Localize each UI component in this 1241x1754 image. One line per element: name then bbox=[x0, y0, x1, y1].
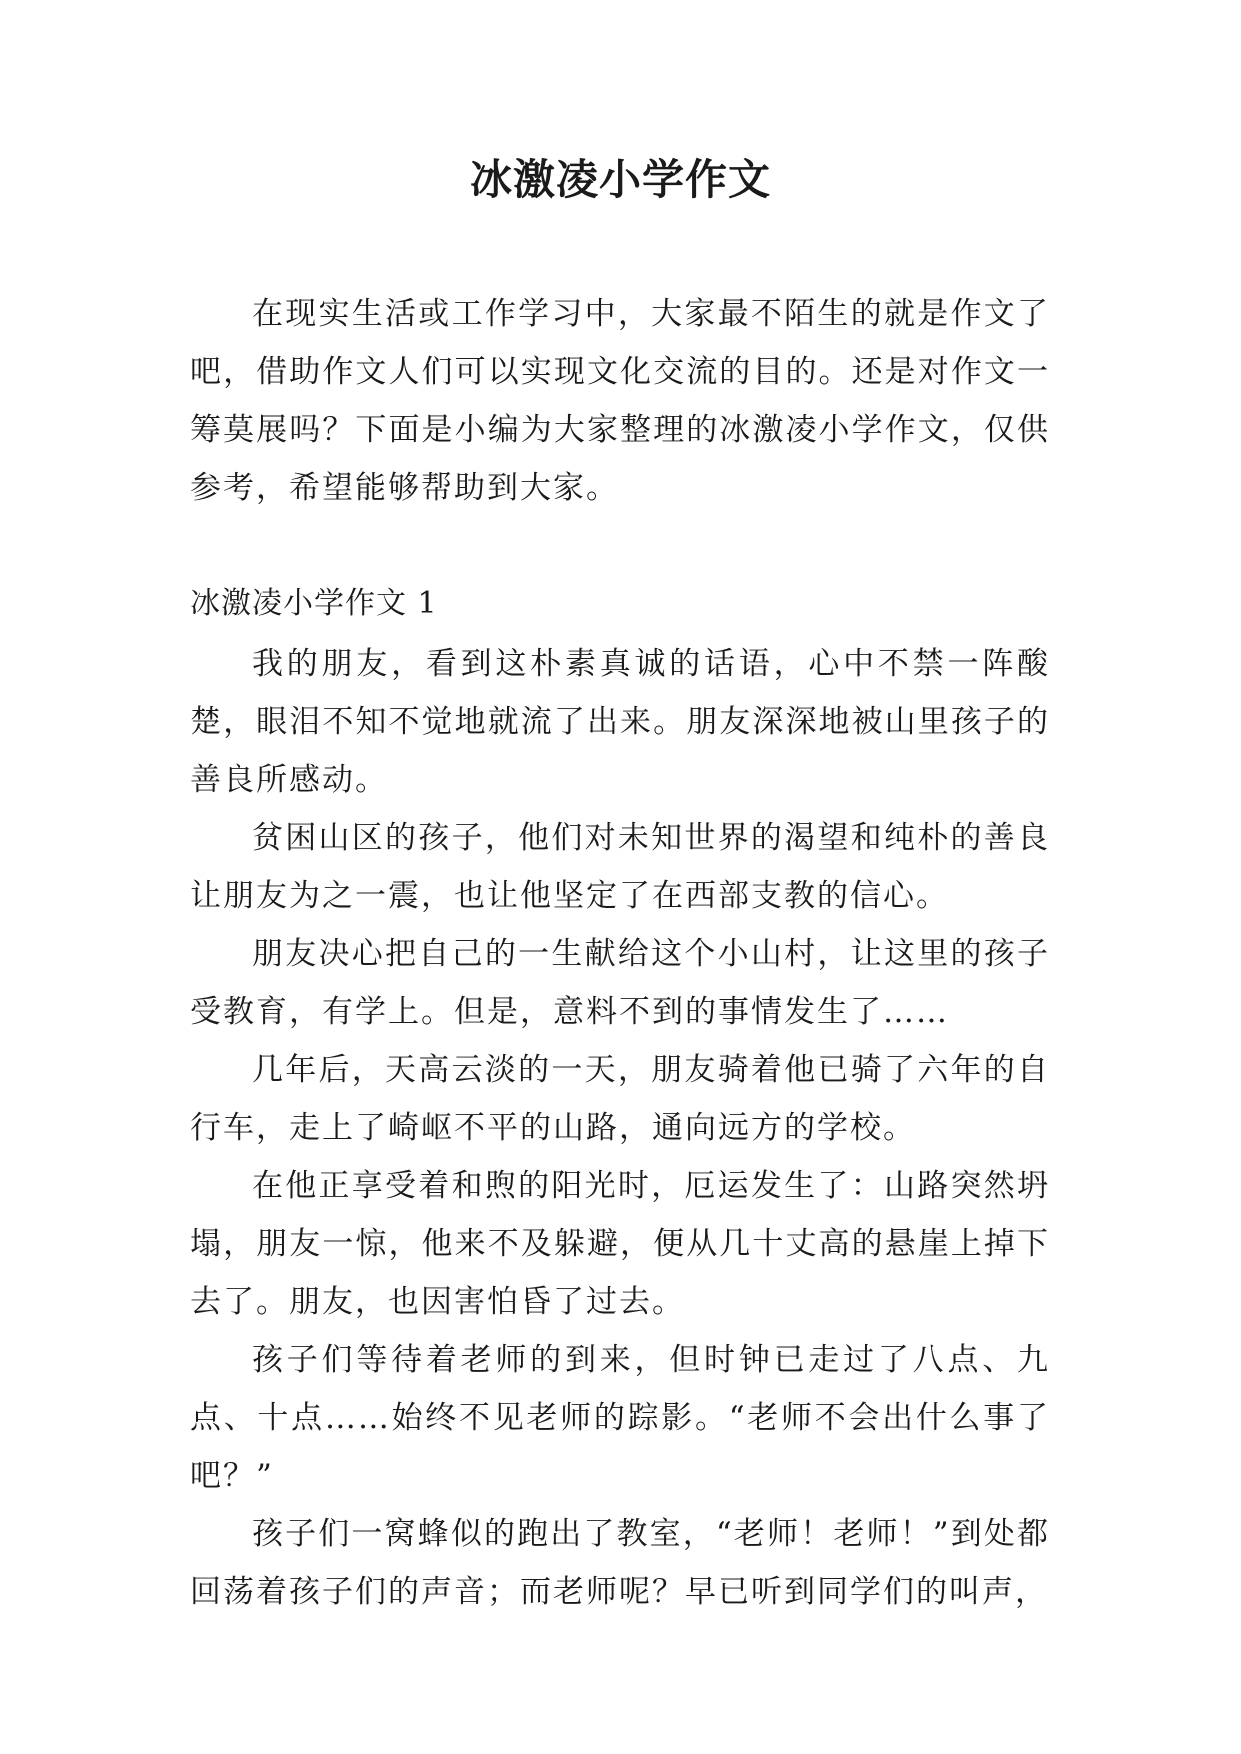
story-section bbox=[190, 635, 1050, 1621]
story-paragraph: 朋友决心把自己的一生献给这个小山村，让这里的孩子受教育，有学上。但是，意料不到的事情发生了…… bbox=[190, 936, 1050, 1030]
story-paragraph: 贫困山区的孩子，他们对未知世界的渴望和纯朴的善良让朋友为之一震，也让他坚定了在西部支教的信心。 bbox=[190, 820, 1050, 914]
section-heading: 冰激凌小学作文 1 bbox=[190, 586, 438, 621]
story-paragraph: 孩子们等待着老师的到来，但时钟已走过了八点、九点、十点……始终不见老师的踪影。“老师不会出什么事了吧？” bbox=[190, 1342, 1050, 1494]
story-paragraph: 孩子们一窝蜂似的跑出了教室，“老师！老师！”到处都回荡着孩子们的声音；而老师呢？早已听到同学们的叫声， bbox=[190, 1516, 1050, 1610]
story-paragraph: 几年后，天高云淡的一天，朋友骑着他已骑了六年的自行车，走上了崎岖不平的山路，通向远方的学校。 bbox=[190, 1052, 1050, 1146]
story-paragraph: 在他正享受着和煦的阳光时，厄运发生了：山路突然坍塌，朋友一惊，他来不及躲避，便从几十丈高的悬崖上掉下去了。朋友，也因害怕昏了过去。 bbox=[190, 1168, 1050, 1320]
document-body bbox=[190, 285, 1050, 1621]
intro-paragraph: 在现实生活或工作学习中，大家最不陌生的就是作文了吧，借助作文人们可以实现文化交流的目的。还是对作文一筹莫展吗？下面是小编为大家整理的冰激凌小学作文，仅供参考，希望能够帮助到大家。 bbox=[190, 296, 1050, 506]
document-title: 冰激凌小学作文 bbox=[469, 155, 771, 204]
story-paragraph: 我的朋友，看到这朴素真诚的话语，心中不禁一阵酸楚，眼泪不知不觉地就流了出来。朋友深深地被山里孩子的善良所感动。 bbox=[190, 646, 1050, 798]
